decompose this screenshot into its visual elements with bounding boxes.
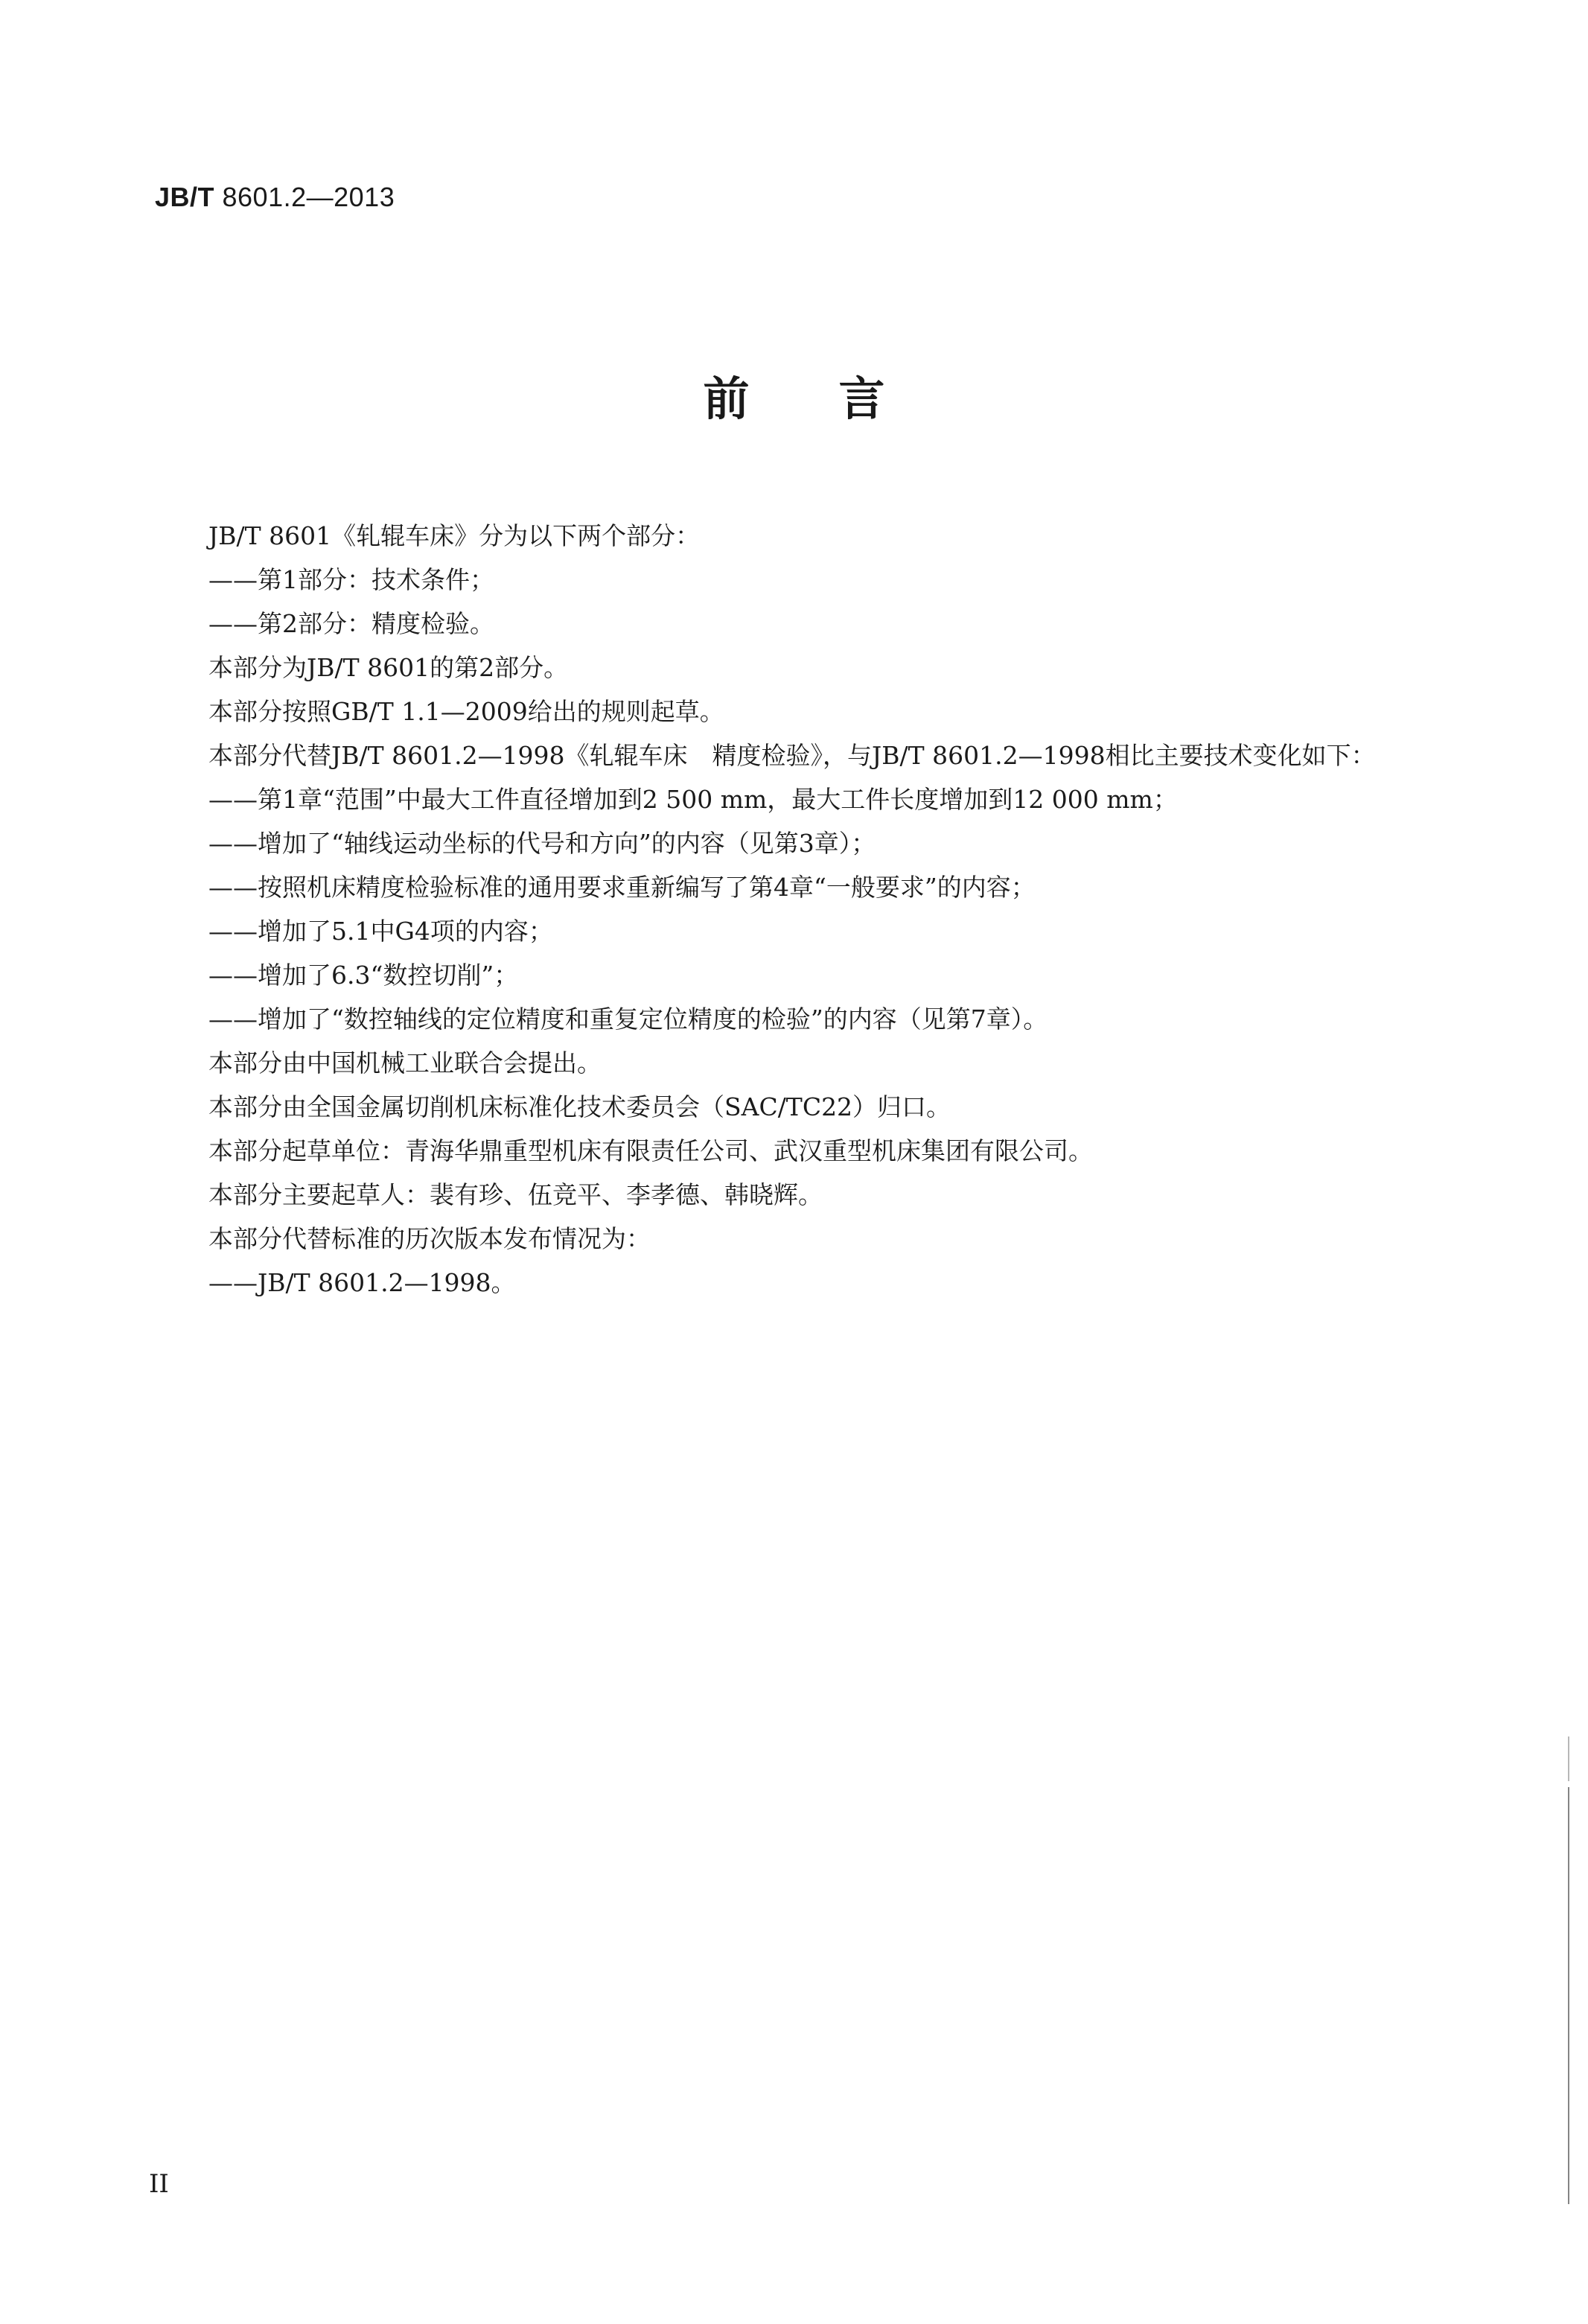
list-item-change-1: ——第1章“范围”中最大工件直径增加到2 500 mm，最大工件长度增加到12 000 mm； [208, 785, 1178, 814]
list-item-change-2: ——增加了“轴线运动坐标的代号和方向”的内容（见第3章）； [208, 829, 876, 858]
paragraph-replaces: 本部分代替JB/T 8601.2—1998《轧辊车床 精度检验》，与JB/T 8601.2—1998相比主要技术变化如下： [208, 741, 1376, 770]
paragraph-parts-intro: JB/T 8601《轧辊车床》分为以下两个部分： [208, 521, 701, 550]
paragraph-proposed-by: 本部分由中国机械工业联合会提出。 [208, 1048, 602, 1077]
standard-code-header [155, 182, 395, 213]
page-number: II [149, 2169, 169, 2199]
list-item-change-6: ——增加了“数控轴线的定位精度和重复定位精度的检验”的内容（见第7章）。 [208, 1005, 1048, 1034]
standard-code-number: 8601.2—2013 [214, 182, 395, 212]
paragraph-drafters: 本部分主要起草人：裴有珍、伍竞平、李孝德、韩晓辉。 [208, 1180, 823, 1209]
paragraph-this-part: 本部分为JB/T 8601的第2部分。 [208, 653, 569, 682]
paragraph-history-intro: 本部分代替标准的历次版本发布情况为： [208, 1224, 651, 1253]
standard-code-prefix: JB/T [155, 182, 215, 212]
scan-edge-mark [1568, 1736, 1569, 1781]
paragraph-drafting-units: 本部分起草单位：青海华鼎重型机床有限责任公司、武汉重型机床集团有限公司。 [208, 1136, 1093, 1165]
list-item-change-5: ——增加了6.3“数控切削”； [208, 961, 519, 990]
foreword-body [155, 514, 1450, 1305]
page-title: 前言 [703, 372, 975, 426]
list-item-change-4: ——增加了5.1中G4项的内容； [208, 917, 553, 946]
scan-edge-line [1568, 1787, 1569, 2204]
paragraph-under-jurisdiction: 本部分由全国金属切削机床标准化技术委员会（SAC/TC22）归口。 [208, 1092, 951, 1121]
list-item-history-1: ——JB/T 8601.2—1998。 [208, 1268, 516, 1297]
list-item-part-1: ——第1部分：技术条件； [208, 565, 494, 594]
paragraph-drafting-rules: 本部分按照GB/T 1.1—2009给出的规则起草。 [208, 697, 724, 726]
list-item-change-3: ——按照机床精度检验标准的通用要求重新编写了第4章“一般要求”的内容； [208, 873, 1036, 902]
list-item-part-2: ——第2部分：精度检验。 [208, 609, 494, 638]
